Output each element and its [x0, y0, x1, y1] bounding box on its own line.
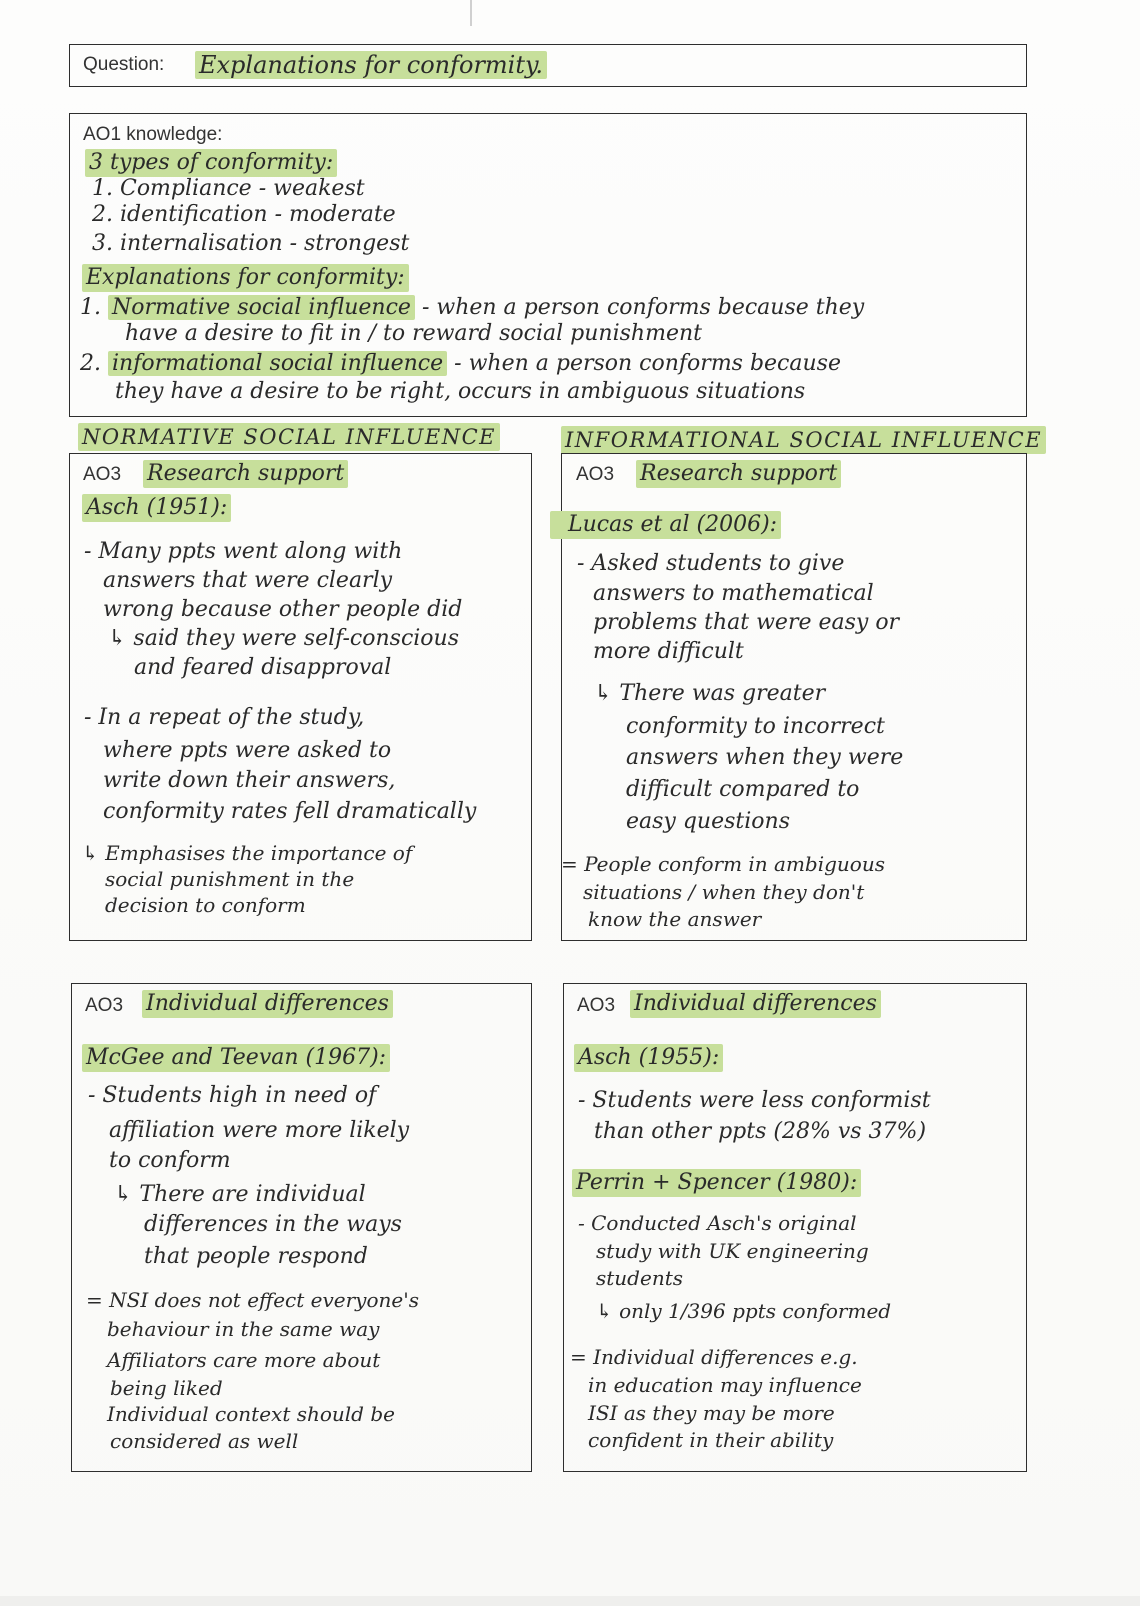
isi-prefix: 2. — [80, 351, 101, 376]
isi-individual-line2: students — [596, 1266, 684, 1290]
page-bottom-edge — [0, 1596, 1140, 1606]
isi-research-ao-label: AO3 — [576, 464, 615, 485]
type-item-3: 3. internalisation - strongest — [92, 231, 410, 256]
isi-individual-box — [563, 983, 1027, 1472]
isi-individual-ao-label: AO3 — [577, 995, 616, 1016]
nsi-individual-line: - Students high in need of — [88, 1083, 377, 1108]
question-box — [69, 44, 1027, 87]
nsi-research-line: and feared disapproval — [134, 655, 392, 680]
isi-research-line: - Asked students to give — [577, 551, 845, 576]
isi-individual-line2: ISI as they may be more — [588, 1401, 835, 1425]
isi-individual-line: - Students were less conformist — [578, 1088, 931, 1113]
nsi-research-line: - In a repeat of the study, — [84, 705, 365, 730]
nsi-individual-line: to conform — [109, 1148, 231, 1173]
nsi-individual-line: that people respond — [144, 1244, 368, 1269]
type-item-1: 1. Compliance - weakest — [92, 176, 365, 201]
nsi-research-heading: Research support — [143, 460, 348, 488]
nsi-individual-line: behaviour in the same way — [107, 1317, 380, 1341]
heading-informational: INFORMATIONAL SOCIAL INFLUENCE — [561, 426, 1046, 454]
nsi-individual-line: affiliation were more likely — [109, 1118, 410, 1143]
nsi-individual-heading: Individual differences — [142, 990, 393, 1018]
isi-individual-heading: Individual differences — [630, 990, 881, 1018]
nsi-research-line: ↳ said they were self-conscious — [108, 626, 460, 651]
isi-research-line: more difficult — [593, 639, 744, 664]
isi-research-line: know the answer — [588, 907, 762, 931]
isi-research-heading: Research support — [636, 460, 841, 488]
isi-research-line: answers to mathematical — [593, 581, 874, 606]
ao1-label: AO1 knowledge: — [83, 124, 223, 145]
nsi-research-line: - Many ppts went along with — [84, 539, 403, 564]
isi-research-line: conformity to incorrect — [626, 714, 885, 739]
isi-research-line: answers when they were — [626, 745, 904, 770]
nsi-individual-line: considered as well — [110, 1429, 299, 1453]
isi-definition-line2: they have a desire to be right, occurs in ambiguous situations — [115, 379, 806, 404]
nsi-individual-line: Individual context should be — [107, 1402, 395, 1426]
isi-individual-line2: - Conducted Asch's original — [578, 1211, 857, 1235]
nsi-individual-box — [71, 983, 532, 1472]
nsi-definition-line2: have a desire to fit in / to reward social punishment — [125, 321, 702, 346]
nsi-individual-line: = NSI does not effect everyone's — [86, 1288, 419, 1312]
isi-definition-rest: - when a person conforms because — [454, 351, 841, 376]
isi-research-box — [561, 453, 1027, 941]
isi-individual-study: Asch (1955): — [574, 1044, 723, 1072]
isi-research-line: problems that were easy or — [593, 610, 900, 635]
isi-individual-line2: confident in their ability — [588, 1428, 834, 1452]
nsi-individual-line: differences in the ways — [144, 1212, 402, 1237]
nsi-definition-rest: - when a person conforms because they — [421, 295, 865, 320]
nsi-research-line: where ppts were asked to — [103, 738, 392, 763]
nsi-research-line: write down their answers, — [103, 768, 396, 793]
question-text: Explanations for conformity. — [195, 51, 547, 79]
ao1-box — [69, 113, 1027, 417]
types-heading: 3 types of conformity: — [85, 149, 337, 177]
isi-research-line: = People conform in ambiguous — [561, 852, 885, 876]
isi-research-line: ↳ There was greater — [594, 681, 826, 706]
type-item-2: 2. identification - moderate — [92, 202, 396, 227]
nsi-research-line: answers that were clearly — [103, 568, 393, 593]
isi-individual-study2: Perrin + Spencer (1980): — [572, 1169, 861, 1197]
explanations-heading: Explanations for conformity: — [82, 264, 409, 292]
isi-term: informational social influence — [108, 351, 447, 376]
isi-individual-line2: study with UK engineering — [596, 1239, 869, 1263]
nsi-research-line: ↳ Emphasises the importance of — [82, 841, 413, 865]
nsi-individual-line: ↳ There are individual — [114, 1182, 366, 1207]
nsi-research-study: Asch (1951): — [82, 494, 231, 522]
nsi-term: Normative social influence — [108, 295, 415, 320]
isi-individual-line2: = Individual differences e.g. — [570, 1345, 858, 1369]
question-label: Question: — [83, 54, 165, 75]
scan-mark — [470, 0, 472, 26]
nsi-research-line: decision to conform — [105, 893, 306, 917]
nsi-individual-study: McGee and Teevan (1967): — [82, 1044, 390, 1072]
nsi-prefix: 1. — [80, 295, 101, 320]
nsi-individual-line: Affiliators care more about — [107, 1348, 381, 1372]
nsi-research-line: conformity rates fell dramatically — [103, 799, 477, 824]
isi-research-line: situations / when they don't — [583, 880, 865, 904]
isi-individual-line: than other ppts (28% vs 37%) — [594, 1119, 927, 1144]
nsi-individual-line: being liked — [110, 1376, 223, 1400]
isi-research-line: difficult compared to — [626, 777, 860, 802]
isi-research-study: Lucas et al (2006): — [550, 511, 781, 539]
nsi-research-ao-label: AO3 — [83, 464, 122, 485]
isi-definition-line1 — [80, 350, 841, 378]
nsi-research-line: wrong because other people did — [103, 597, 463, 622]
nsi-research-line: social punishment in the — [105, 867, 355, 891]
nsi-individual-ao-label: AO3 — [85, 995, 124, 1016]
isi-individual-line2: in education may influence — [588, 1373, 862, 1397]
isi-research-line: easy questions — [626, 809, 790, 834]
isi-individual-line2: ↳ only 1/396 ppts conformed — [596, 1299, 892, 1323]
nsi-research-box — [69, 453, 532, 941]
nsi-definition-line1 — [80, 294, 864, 322]
heading-normative: NORMATIVE SOCIAL INFLUENCE — [78, 423, 500, 451]
